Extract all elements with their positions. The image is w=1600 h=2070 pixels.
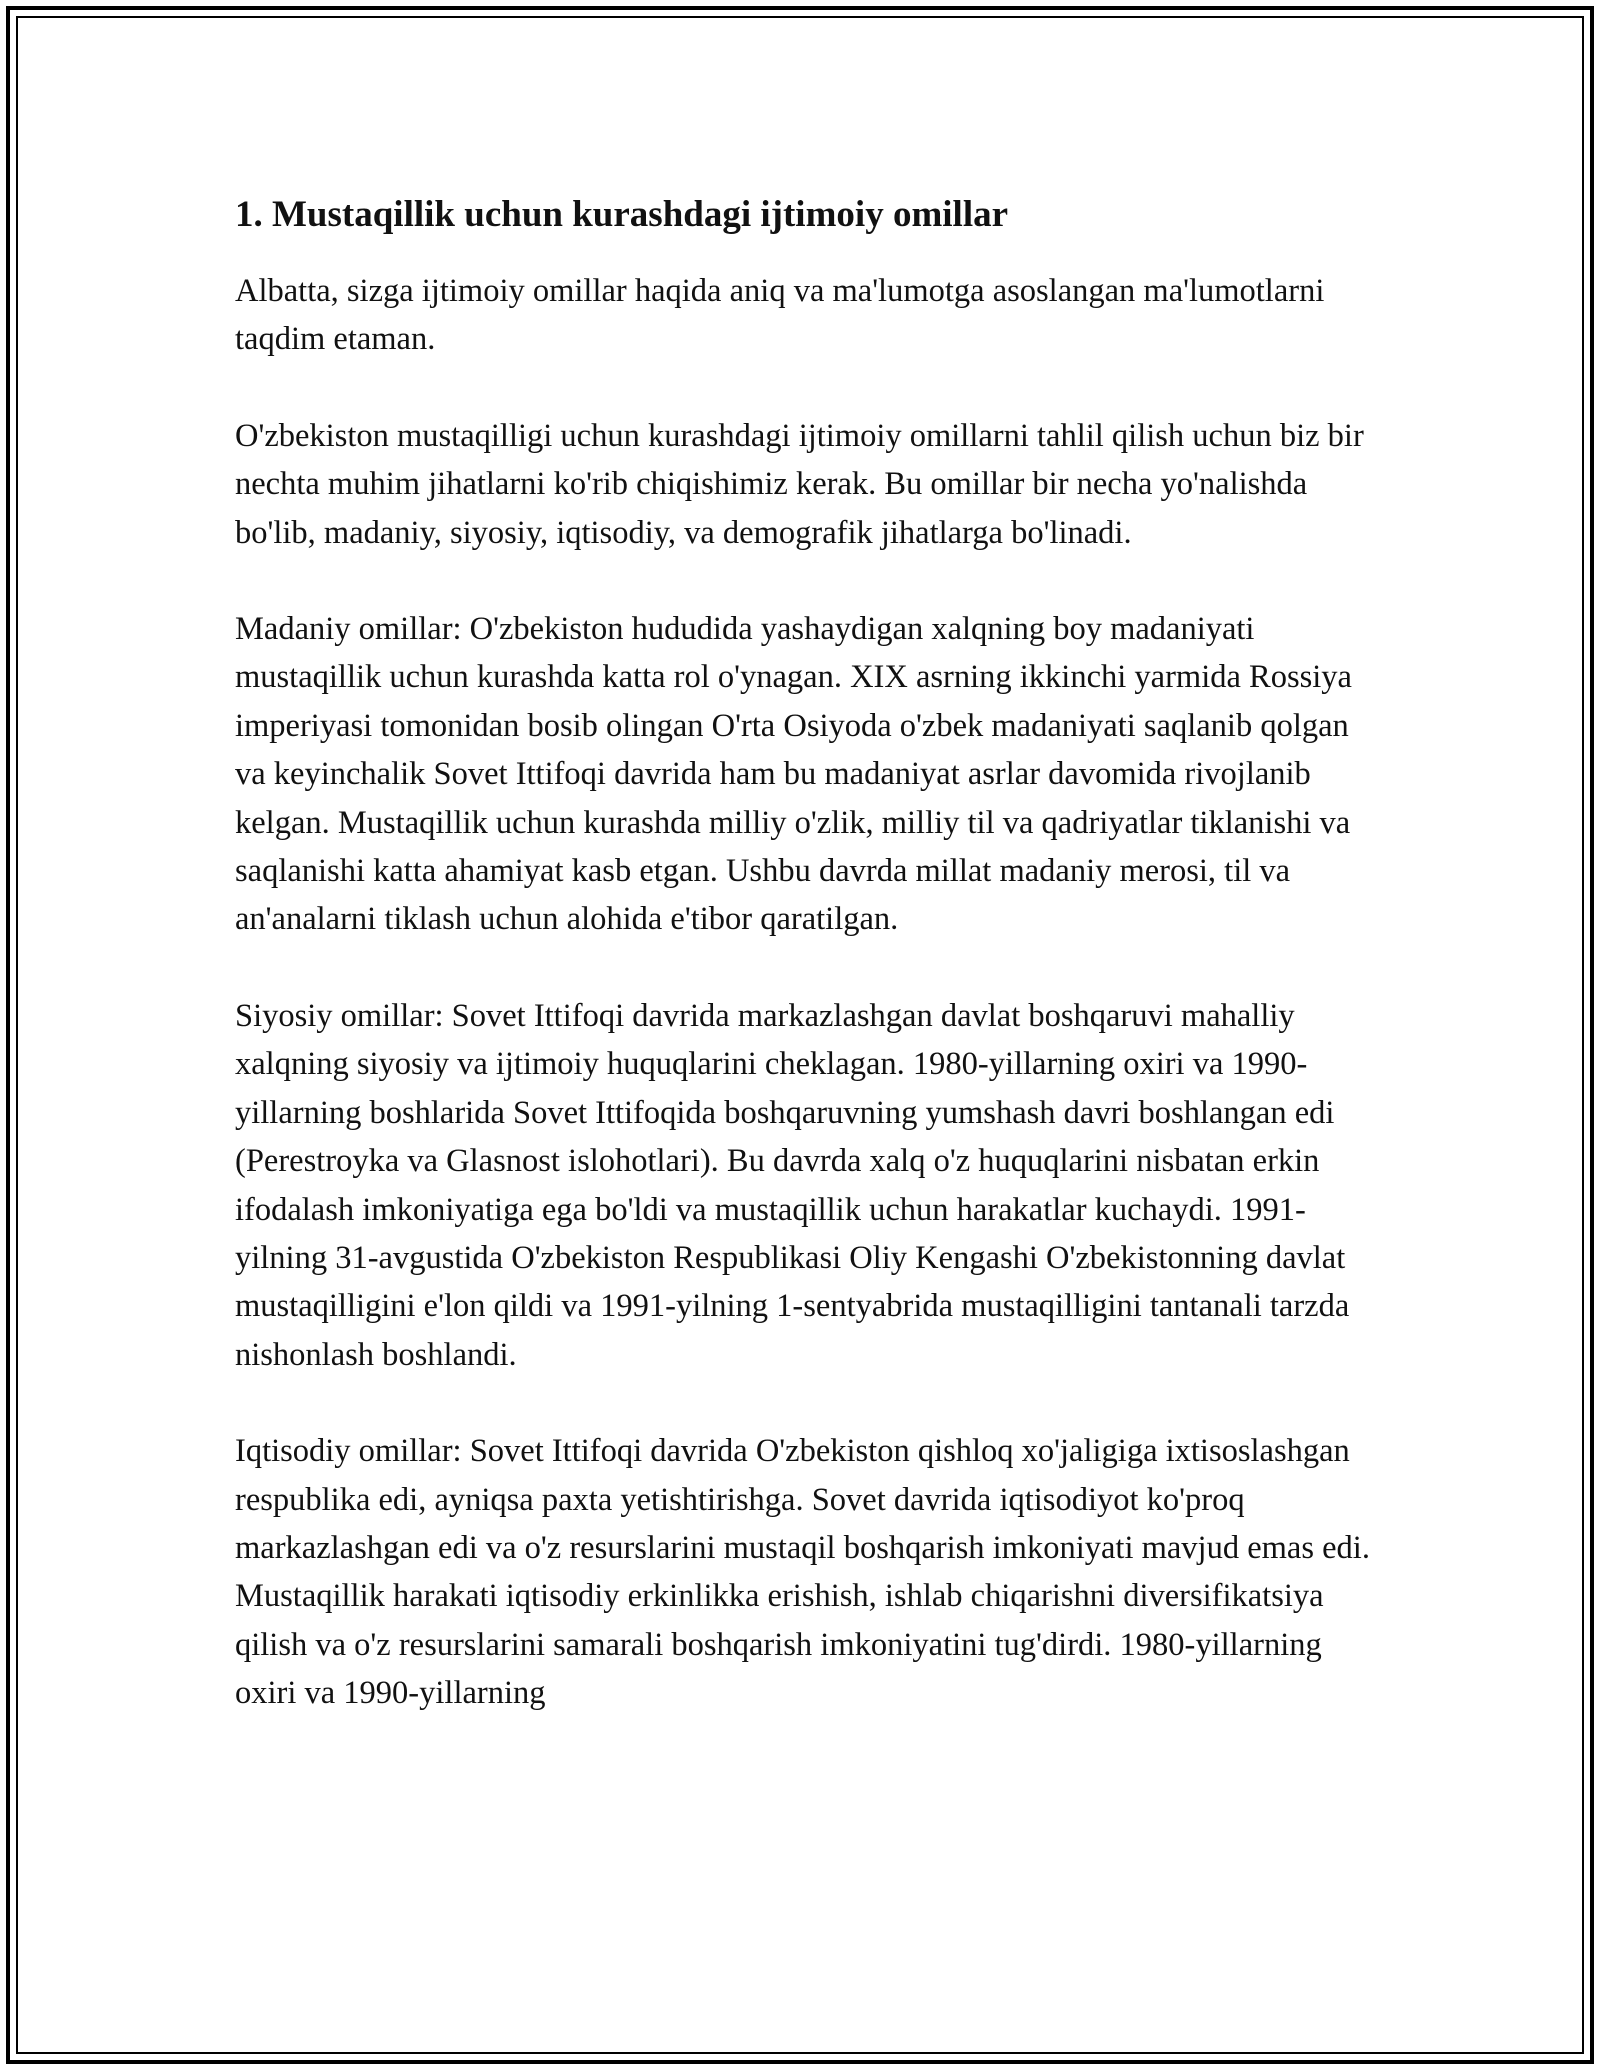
section-heading: 1. Mustaqillik uchun kurashdagi ijtimoiy omillar [235,194,1009,235]
paragraph-economic-factors: Iqtisodiy omillar: Sovet Ittifoqi davrida O'zbekiston qishloq xo'jaligiga ixtisoslashgan respublika edi, ayniqsa paxta yetishtirishga. Sovet davrida iqtisodiyot ko'proq markazlashgan edi va o'z resurslarini mustaqil boshqarish imkoniyati mavjud emas edi. Mustaqillik harakati iqtisodiy erkinlikka erishish, ishlab chiqarishni diversifikatsiya qilish va o'z resurslarini samarali boshqarish imkoniyatini tug'dirdi. 1980-yillarning oxiri va 1990-yillarning [235,1433,1370,1712]
paragraph-overview: O'zbekiston mustaqilligi uchun kurashdagi ijtimoiy omillarni tahlil qilish uchun biz bir nechta muhim jihatlarni ko'rib chiqishimiz kerak. Bu omillar bir necha yo'nalishda bo'lib, madaniy, siyosiy, iqtisodiy, va demografik jihatlarga bo'linadi. [235,417,1364,551]
paragraph-political-factors: Siyosiy omillar: Sovet Ittifoqi davrida markazlashgan davlat boshqaruvi mahalliy xalqning siyosiy va ijtimoiy huquqlarini cheklagan. 1980-yillarning oxiri va 1990-yillarning boshlarida Sovet Ittifoqida boshqaruvning yumshash davri boshlangan edi (Perestroyka va Glasnost islohotlari). Bu davrda xalq o'z huquqlarini nisbatan erkin ifodalash imkoniyatiga ega bo'ldi va mustaqillik uchun harakatlar kuchaydi. 1991-yilning 31-avgustida O'zbekiston Respublikasi Oliy Kengashi O'zbekistonning davlat mustaqilligini e'lon qildi va 1991-yilning 1-sentyabrida mustaqilligini tantanali tarzda nishonlash boshlandi. [235,997,1350,1373]
paragraph-intro: Albatta, sizga ijtimoiy omillar haqida aniq va ma'lumotga asoslangan ma'lumotlarni taqdim etaman. [235,273,1325,358]
document-body [235,185,1375,1766]
paragraph-cultural-factors: Madaniy omillar: O'zbekiston hududida yashaydigan xalqning boy madaniyati mustaqillik uchun kurashda katta rol o'ynagan. XIX asrning ikkinchi yarmida Rossiya imperiyasi tomonidan bosib olingan O'rta Osiyoda o'zbek madaniyati saqlanib qolgan va keyinchalik Sovet Ittifoqi davrida ham bu madaniyat asrlar davomida rivojlanib kelgan. Mustaqillik uchun kurashda milliy o'zlik, milliy til va qadriyatlar tiklanishi va saqlanishi katta ahamiyat kasb etgan. Ushbu davrda millat madaniy merosi, til va an'analarni tiklash uchun alohida e'tibor qaratilgan. [235,611,1352,938]
